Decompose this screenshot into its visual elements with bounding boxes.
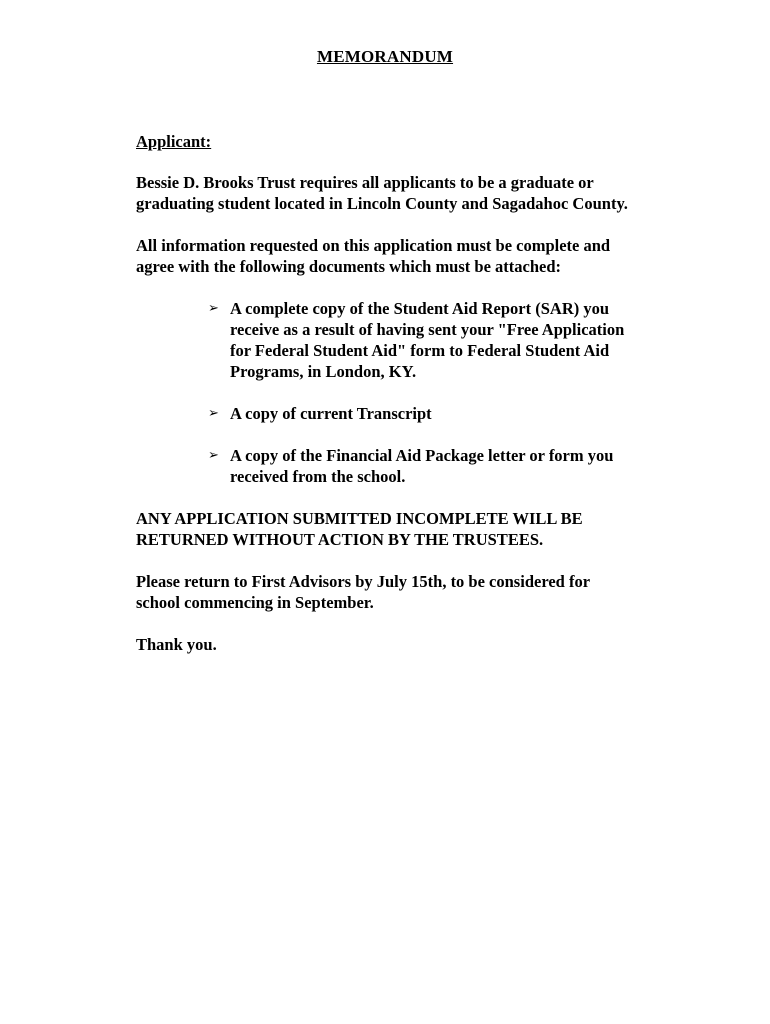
arrowhead-bullet-icon: ➢ [208,301,219,316]
required-documents-list [136,298,636,487]
incomplete-warning: ANY APPLICATION SUBMITTED INCOMPLETE WILL BE RETURNED WITHOUT ACTION BY THE TRUSTEES. [136,509,583,549]
return-notice: Please return to First Advisors by July 15th, to be considered for school commencing in September. [136,572,590,612]
eligibility-paragraph: Bessie D. Brooks Trust requires all applicants to be a graduate or graduating student located in Lincoln County and Sagadahoc County. [136,173,628,213]
applicant-heading: Applicant: [136,132,212,151]
document-text: A copy of current Transcript [230,404,432,423]
list-item [208,403,636,424]
document-text: A copy of the Financial Aid Package letter or form you received from the school. [230,446,614,486]
list-item [208,445,636,487]
requirements-paragraph: All information requested on this application must be complete and agree with the following documents which must be attached: [136,236,611,276]
document-text: A complete copy of the Student Aid Report (SAR) you receive as a result of having sent your "Free Application for Federal Student Aid" form to Federal Student Aid Programs, in London, KY. [230,299,625,381]
memo-body [136,131,636,676]
list-item [208,298,636,382]
arrowhead-bullet-icon: ➢ [208,406,219,421]
closing-text: Thank you. [136,635,217,654]
arrowhead-bullet-icon: ➢ [208,448,219,463]
memo-title: MEMORANDUM [316,47,454,66]
